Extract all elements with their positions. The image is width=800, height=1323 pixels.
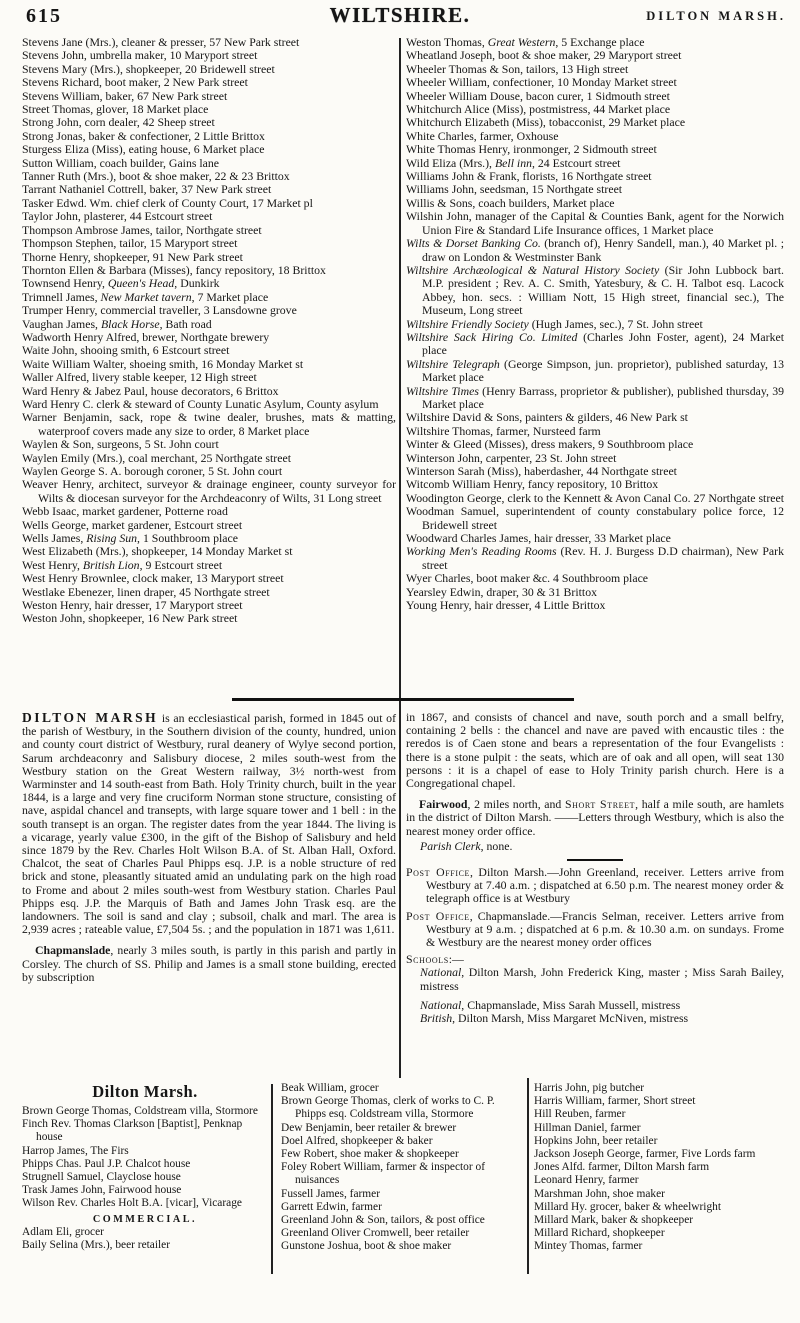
trade-entry: Hopkins John, beer retailer [534,1134,658,1147]
directory-entry: Wiltshire Archæological & Natural History Society (Sir John Lubbock bart. M.P. president ; Rev. A. C. Smith, Yatesbury, & C. H. Talbot esq. Lacock Abbey, hon. secs. : William Nott, 15 High street, financial sec.), The Museum, Long street [406,262,784,318]
directory-entry: Willis & Sons, coach builders, Market place [406,195,615,210]
trade-entry: Marshman John, shoe maker [534,1187,665,1200]
directory-entry: Wheeler William, confectioner, 10 Monday Market street [406,75,677,90]
directory-entry: West Henry Brownlee, clock maker, 13 Maryport street [22,571,284,586]
gazetteer-column-right [406,711,784,1025]
directory-entry: Yearsley Edwin, draper, 30 & 31 Brittox [406,584,597,599]
directory-entry: Thompson Ambrose James, tailor, Northgate street [22,222,262,237]
trades-divider-rule-2 [527,1078,529,1274]
directory-entry: Sutton William, coach builder, Gains lane [22,155,220,170]
trade-entry: Garrett Edwin, farmer [281,1200,382,1213]
directory-entry: Waite William Walter, shoeing smith, 16 Monday Market st [22,356,304,371]
directory-entry: Wells James, Rising Sun, 1 Southbroom place [22,531,238,546]
section-divider-rule [232,698,574,701]
trade-entry: Hillman Daniel, farmer [534,1121,641,1134]
directory-entry: Strong Jonas, baker & confectioner, 2 Little Brittox [22,128,265,143]
trade-entry: Millard Hy. grocer, baker & wheelwright [534,1200,722,1213]
schools-list [406,966,784,1025]
trade-entry: Foley Robert William, farmer & inspector of nuisances [281,1161,485,1187]
directory-entry: Wiltshire Thomas, farmer, Nursteed farm [406,423,601,438]
trade-entry: Greenland Oliver Cromwell, beer retailer [281,1227,470,1240]
school-entry: National, Chapmanslade, Miss Sarah Mussell, mistress [420,997,681,1012]
running-head: DILTON MARSH. [646,9,786,23]
directory-entry: Ward Henry C. clerk & steward of County Lunatic Asylum, County asylum [22,396,379,411]
directory-entry: Wiltshire Times (Henry Barrass, proprietor & publisher), published thursday, 39 Market place [406,383,784,411]
directory-entry: Woodman Samuel, superintendent of county constabulary police force, 12 Bridewell street [406,504,784,532]
directory-entry: Westlake Ebenezer, linen draper, 45 Northgate street [22,584,270,599]
resident-entry: Finch Rev. Thomas Clarkson [Baptist], Penknap house [22,1118,243,1144]
post-office-dilton-paragraph: Post Office, Dilton Marsh.—John Greenland, receiver. Letters arrive from Westbury at 7.40 a.m. ; dispatched at 6.50 p.m. The nearest money order & telegraph office is at Westbury [406,865,784,906]
directory-entry: White Thomas Henry, ironmonger, 2 Sidmouth street [406,142,657,157]
directory-entry: Stevens Jane (Mrs.), cleaner & presser, 57 New Park street [22,35,300,49]
directory-entry: Thornton Ellen & Barbara (Misses), fancy repository, 18 Brittox [22,262,326,277]
dilton-marsh-paragraph: DILTON MARSH is an ecclesiastical parish, formed in 1845 out of the parish of Westbury, in the Southern division of the county, hundred, union and county court district of Westbury, rural deanery of Wylye second portion, Sarum archdeaconry and Salisbury diocese, 2 miles south-west from the Westbury station on the Great Western railway, 3½ north-west from Warminster and 14 south-east from Bath. Holy Trinity church, built in the year 1844, is a large and very fine cruciform Norman stone structure, consisting of nave, aspidal chancel and transepts, with large square tower and 1 bell : in the south transept is an organ. The register dates from the year 1844. The living is a vicarage, yearly value £300, in the gift of the Bishop of Salisbury and held since 1879 by the Rev. Charles Holt Wilson B.A. of St. Alban Hall, Oxford. Chalcot, the seat of Charles Paul Phipps esq. J.P. is a noble structure of red brick and stone, pleasantly situated amid an undulating park on the high road to Frome and about 2 miles south-west from Westbury station. Charles Paul Phipps esq. J.P. the Marquis of Bath and James John Trask esq. are the landowners. The soil is sand and clay ; subsoil, chalk and marl. The area is 2,939 acres ; rateable value, £7,504 5s. ; and the population in 1871 was 1,611. [22,710,396,937]
fairwood-paragraph: Fairwood, 2 miles north, and Short Street, half a mile south, are hamlets in the district of Dilton Marsh. ——Letters through Westbury, which is also the nearest money order office. [406,797,785,838]
directory-entry: Wheeler Thomas & Son, tailors, 13 High street [406,61,629,76]
resident-entry: Phipps Chas. Paul J.P. Chalcot house [22,1157,191,1170]
directory-entry: Strong John, corn dealer, 42 Sheep street [22,115,215,130]
directory-entry: Vaughan James, Black Horse, Bath road [22,316,212,331]
directory-entry: West Henry, British Lion, 9 Estcourt street [22,557,223,572]
column-divider-rule [399,38,401,1078]
parish-clerk-line: Parish Clerk, none. [420,838,513,853]
directory-entry: Thorne Henry, shopkeeper, 91 New Park street [22,249,243,264]
trade-entry: Few Robert, shoe maker & shopkeeper [281,1148,459,1161]
trade-entry: Adlam Eli, grocer [22,1225,104,1238]
directory-entry: Working Men's Reading Rooms (Rev. H. J. Burgess D.D chairman), New Park street [406,544,784,572]
trade-entry: Baily Selina (Mrs.), beer retailer [22,1238,171,1251]
directory-entry: Warner Benjamin, sack, rope & twine dealer, brushes, mats & matting, waterproof covers made any size to order, 8 Market place [22,410,396,438]
trade-entry: Jackson Joseph George, farmer, Five Lords farm [534,1148,756,1161]
commercial-heading: COMMERCIAL. [92,1213,198,1225]
directory-entry: Waylen George S. A. borough coroner, 5 St. John court [22,464,283,478]
directory-entry: Waller Alfred, livery stable keeper, 12 High street [22,370,257,385]
directory-entry: Wiltshire David & Sons, painters & gilders, 46 New Park st [406,410,688,425]
trade-entry: Mintey Thomas, farmer [534,1240,643,1253]
directory-entry: Townsend Henry, Queen's Head, Dunkirk [22,276,220,291]
directory-entry: Young Henry, hair dresser, 4 Little Brittox [406,598,606,613]
directory-entry: Tasker Edwd. Wm. chief clerk of County Court, 17 Market pl [22,195,313,210]
post-office-chapmanslade-paragraph: Post Office, Chapmanslade.—Francis Selman, receiver. Letters arrive from Westbury at 9 a.m. ; dispatched at 6 p.m. & 10.30 a.m. on sundays. Frome & Westbury are the nearest money order offices [406,908,784,950]
school-entry: National, Dilton Marsh, John Frederick King, master ; Miss Sarah Bailey, mistress [420,965,784,993]
directory-entry: Stevens John, umbrella maker, 10 Maryport street [22,48,258,63]
dash-divider-rule [567,859,623,861]
directory-entry: Woodward Charles James, hair dresser, 33 Market place [406,531,671,546]
page-title: WILTSHIRE. [329,3,471,27]
resident-entry: Trask James John, Fairwood house [22,1184,182,1197]
directory-entry: Wheeler William Douse, bacon curer, 1 Sidmouth street [406,88,670,103]
directory-column-right [406,36,784,612]
trade-entry: Harris John, pig butcher [534,1082,645,1094]
trade-entry: Millard Richard, shopkeeper [534,1227,665,1240]
directory-entry: Winterson John, carpenter, 23 St. John street [406,450,617,465]
trades-heading: Dilton Marsh. [92,1082,198,1101]
trade-entry: Hill Reuben, farmer [534,1108,626,1121]
trades-column-3 [534,1082,786,1254]
directory-entry: Wilts & Dorset Banking Co. (branch of), Henry Sandell, man.), 40 Market pl. ; draw on London & Westminster Bank [406,236,784,264]
directory-entry: Wells George, market gardener, Estcourt street [22,517,243,532]
trade-entry: Gunstone Joshua, boot & shoe maker [281,1240,452,1253]
resident-entry: Wilson Rev. Charles Holt B.A. [vicar], Vicarage [22,1197,242,1210]
directory-entry: Williams John, seedsman, 15 Northgate street [406,182,623,197]
directory-entry: Wheatland Joseph, boot & shoe maker, 29 Maryport street [406,48,682,63]
trade-entry: Brown George Thomas, clerk of works to C. P. Phipps esq. Coldstream villa, Stormore [281,1095,495,1121]
trades-column-2 [281,1082,521,1254]
directory-entry: Winterson Sarah (Miss), haberdasher, 44 Northgate street [406,464,677,478]
trade-entry: Beak William, grocer [281,1082,379,1094]
church-continuation-paragraph: in 1867, and consists of chancel and nave, south porch and a small belfry, containing 2 bells : the chancel and nave are paved with encaustic tiles : the reredos is of Caen stone and bears a representation of the four Evangelists : there is a stone pulpit : the seats, which are of oak and all open, will seat 130 persons : it is a chapel of ease to Holy Trinity parish church. Here is a Congregational chapel. [406,710,784,791]
resident-entry: Strugnell Samuel, Clayclose house [22,1171,181,1184]
resident-entry: Harrop James, The Firs [22,1144,129,1157]
directory-entry: Winter & Gleed (Misses), dress makers, 9 Southbroom place [406,437,694,452]
chapmanslade-paragraph: Chapmanslade, nearly 3 miles south, is partly in this parish and partly in Corsley. The church of SS. Philip and James is a small stone building, erected by subscription [22,943,396,984]
directory-entry: Weston Thomas, Great Western, 5 Exchange place [406,35,645,49]
directory-entry: Woodington George, clerk to the Kennett & Avon Canal Co. 27 Northgate street [406,490,784,505]
schools-heading: Schools:— [406,952,464,967]
directory-entry: Whitchurch Alice (Miss), postmistress, 44 Market place [406,102,671,117]
directory-entry: Wiltshire Sack Hiring Co. Limited (Charles John Foster, agent), 24 Market place [406,329,784,358]
directory-entry: Witcomb William Henry, fancy repository, 10 Brittox [406,477,659,492]
trades-column-1 [22,1082,268,1252]
gazetteer-column-left [22,711,396,984]
directory-entry: Taylor John, plasterer, 44 Estcourt street [22,209,213,224]
directory-entry: Wyer Charles, boot maker &c. 4 Southbroom place [406,571,649,586]
trade-entry: Dew Benjamin, beer retailer & brewer [281,1121,457,1134]
directory-entry: Wiltshire Friendly Society (Hugh James, sec.), 7 St. John street [406,316,703,331]
directory-entry: Stevens Mary (Mrs.), shopkeeper, 20 Bridewell street [22,61,275,76]
directory-entry: Thompson Stephen, tailor, 15 Maryport street [22,236,238,251]
directory-entry: Ward Henry & Jabez Paul, house decorators, 6 Brittox [22,383,279,398]
directory-entry: Waylen & Son, surgeons, 5 St. John court [22,437,219,452]
directory-entry: Street Thomas, glover, 18 Market place [22,102,209,117]
trade-entry: Fussell James, farmer [281,1187,381,1200]
directory-entry: Weaver Henry, architect, surveyor & drainage engineer, county surveyor for Wilts & diocesan surveyor for the Archdeaconry of Wilts, 31 Long street [22,477,396,505]
page-number: 615 [26,5,62,27]
trade-entry: Harris William, farmer, Short street [534,1095,696,1108]
trade-entry: Doel Alfred, shopkeeper & baker [281,1134,433,1147]
school-entry: British, Dilton Marsh, Miss Margaret McNiven, mistress [420,1011,689,1026]
directory-entry: Trimnell James, New Market tavern, 7 Market place [22,289,269,304]
directory-entry: Tanner Ruth (Mrs.), boot & shoe maker, 22 & 23 Brittox [22,169,290,184]
directory-entry: Williams John & Frank, florists, 16 Northgate street [406,169,652,184]
directory-entry: Stevens William, baker, 67 New Park street [22,88,228,103]
trade-entry: Greenland John & Son, tailors, & post office [281,1214,485,1227]
directory-entry: Weston Henry, hair dresser, 17 Maryport street [22,598,243,613]
private-residents-list [22,1105,268,1211]
trade-entry: Millard Mark, baker & shopkeeper [534,1214,694,1227]
directory-entry: Webb Isaac, market gardener, Potterne road [22,504,228,519]
directory-entry: White Charles, farmer, Oxhouse [406,128,559,143]
directory-entry: Weston John, shopkeeper, 16 New Park street [22,611,238,626]
directory-entry: Trumper Henry, commercial traveller, 3 Lansdowne grove [22,303,297,318]
directory-entry: Whitchurch Elizabeth (Miss), tobacconist, 29 Market place [406,115,686,130]
directory-entry: Waite John, shooing smith, 6 Estcourt street [22,343,230,358]
directory-column-left [22,36,396,626]
directory-entry: Wiltshire Telegraph (George Simpson, jun. proprietor), published saturday, 13 Market place [406,356,784,385]
resident-entry: Brown George Thomas, Coldstream villa, Stormore [22,1105,258,1117]
directory-entry: Wild Eliza (Mrs.), Bell inn, 24 Estcourt street [406,155,621,170]
directory-entry: Waylen Emily (Mrs.), coal merchant, 25 Northgate street [22,450,291,465]
commercial-list [22,1226,268,1252]
trade-entry: Leonard Henry, farmer [534,1174,639,1187]
directory-entry: Wilshin John, manager of the Capital & Counties Bank, agent for the Norwich Union Fire & Standard Life Insurance offices, 1 Market place [406,209,784,237]
trade-entry: Jones Alfd. farmer, Dilton Marsh farm [534,1161,710,1174]
directory-entry: Stevens Richard, boot maker, 2 New Park street [22,75,248,90]
directory-entry: Tarrant Nathaniel Cottrell, baker, 37 New Park street [22,182,272,197]
directory-entry: Sturgess Eliza (Miss), eating house, 6 Market place [22,142,265,157]
trades-divider-rule-1 [271,1084,273,1274]
directory-entry: West Elizabeth (Mrs.), shopkeeper, 14 Monday Market st [22,544,293,559]
directory-entry: Wadworth Henry Alfred, brewer, Northgate brewery [22,329,270,344]
